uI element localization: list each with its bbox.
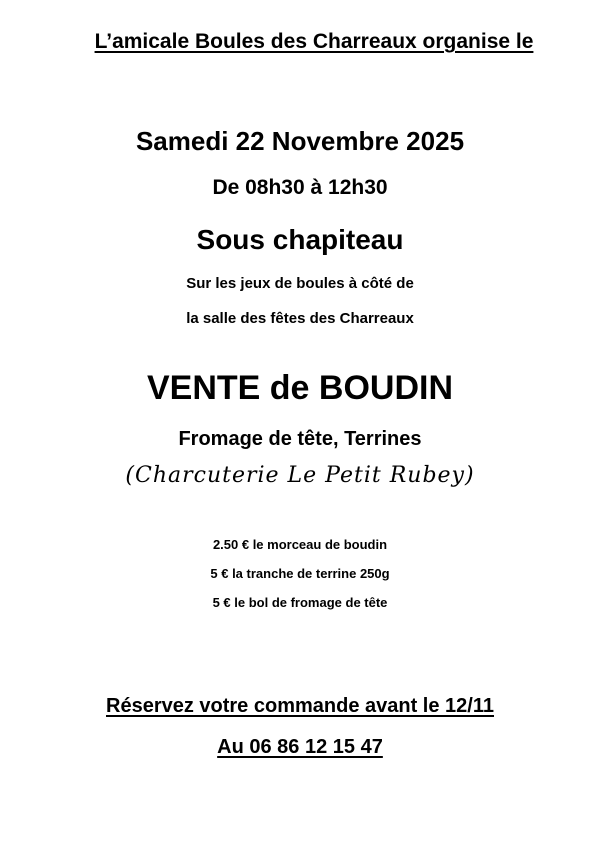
venue-description-line2: la salle des fêtes des Charreaux [186, 310, 414, 327]
price-item: 2.50 € le morceau de boudin [212, 537, 388, 552]
venue-title: Sous chapiteau [196, 224, 404, 255]
event-hours: De 08h30 à 12h30 [212, 176, 388, 199]
price-item: 5 € le bol de fromage de tête [212, 595, 388, 610]
reservation-notice: Réservez votre commande avant le 12/11 [106, 695, 494, 717]
flyer-header: L’amicale Boules des Charreaux organise le [94, 30, 534, 53]
sale-subtitle: Fromage de tête, Terrines [178, 428, 422, 450]
event-date: Samedi 22 Novembre 2025 [135, 126, 465, 156]
price-item: 5 € la tranche de terrine 250g [210, 566, 390, 581]
sale-title: VENTE de BOUDIN [146, 369, 454, 407]
reservation-phone: Au 06 86 12 15 47 [217, 736, 383, 758]
supplier-name: (Charcuterie Le Petit Rubey) [125, 463, 475, 488]
venue-description-line1: Sur les jeux de boules à côté de [186, 275, 414, 292]
